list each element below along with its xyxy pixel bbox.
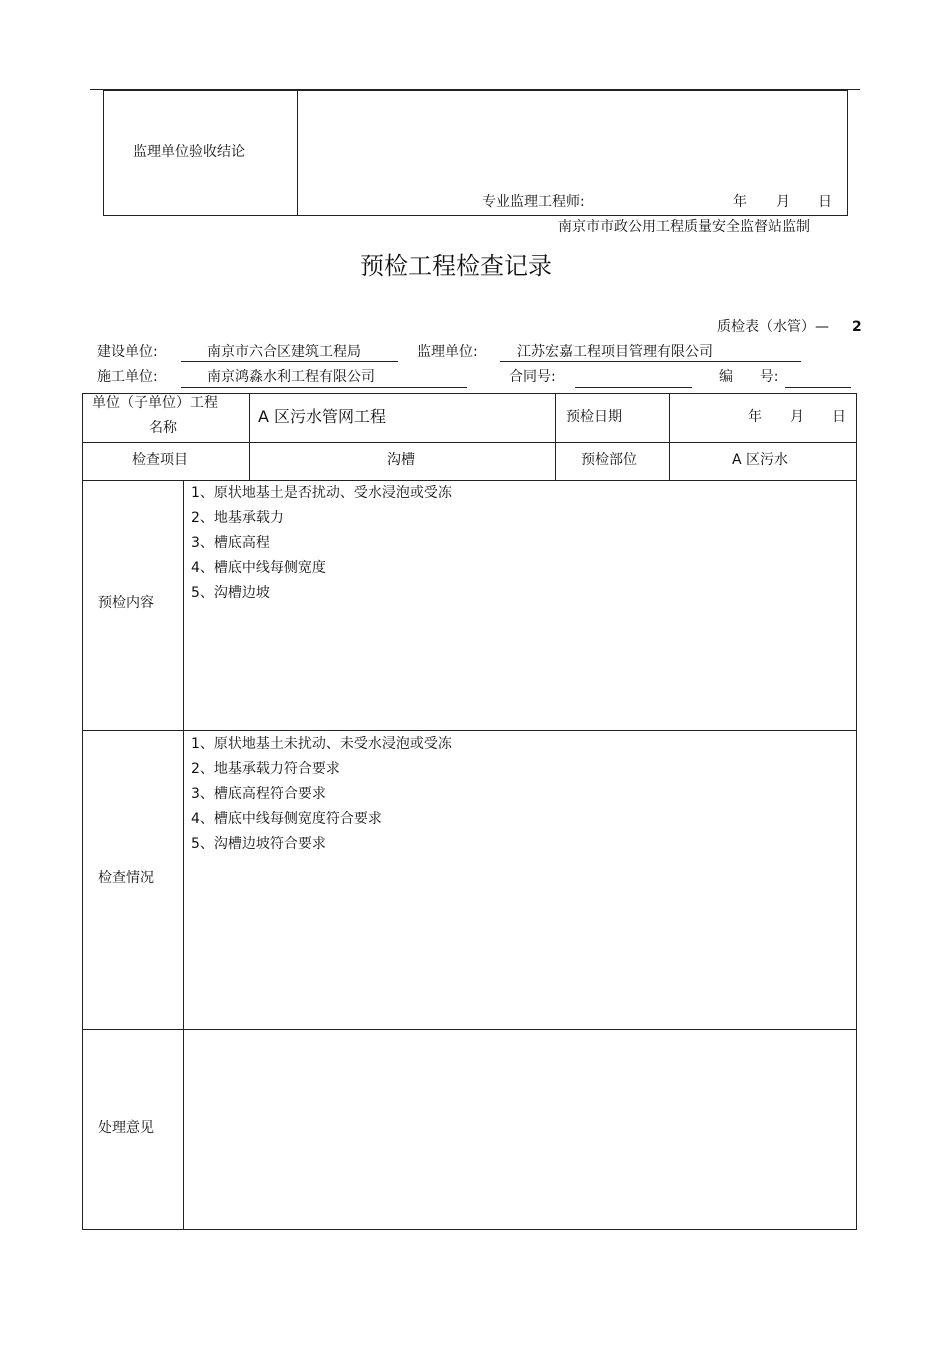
precheck-date-label: 预检日期 [566,409,622,425]
serial-underline [785,387,851,388]
precheck-date-day: 日 [832,409,846,425]
status-item: 3、槽底高程符合要求 [191,786,326,802]
supervision-unit-underline [500,361,801,362]
check-item-label: 检查项目 [132,452,188,468]
contract-underline [575,387,692,388]
table-col-divider-b [555,393,556,480]
table-col-divider-c [669,393,670,480]
builder-underline [181,387,467,388]
content-item: 5、沟槽边坡 [191,585,270,601]
construction-unit-underline [181,361,398,362]
precheck-date-year: 年 [748,409,762,425]
unit-name-value: A 区污水管网工程 [258,407,387,426]
serial-label: 编 号: [719,369,779,385]
content-item: 1、原状地基土是否扰动、受水浸泡或受冻 [191,485,452,501]
supervisor-note: 南京市市政公用工程质量安全监督站监制 [558,219,810,235]
check-item-value: 沟槽 [387,452,415,468]
content-label: 预检内容 [98,595,154,611]
builder-label: 施工单位: [97,369,158,385]
table-col-divider-a [249,393,250,480]
status-item: 1、原状地基土未扰动、未受水浸泡或受冻 [191,736,452,752]
content-item: 2、地基承载力 [191,510,284,526]
precheck-part-value: A 区污水 [732,452,789,468]
engineer-date-day: 日 [818,194,832,210]
engineer-label: 专业监理工程师: [482,194,585,210]
content-list [191,481,452,606]
status-item: 4、槽底中线每侧宽度符合要求 [191,811,382,827]
precheck-date-month: 月 [790,409,804,425]
conclusion-label: 监理单位验收结论 [133,144,245,160]
precheck-part-label: 预检部位 [581,452,637,468]
unit-name-label-line2: 名称 [149,420,177,436]
form-code-label: 质检表（水管）— [717,319,829,335]
content-item: 4、槽底中线每侧宽度 [191,560,326,576]
unit-name-label-line1: 单位（子单位）工程 [92,395,218,411]
contract-label: 合同号: [509,369,556,385]
status-item: 2、地基承载力符合要求 [191,761,340,777]
table-row-divider-4 [82,1029,857,1030]
table-row-divider-3 [82,730,857,731]
form-code-number: 2 [852,319,862,335]
construction-unit-label: 建设单位: [97,344,158,360]
engineer-date-month: 月 [776,194,790,210]
status-item: 5、沟槽边坡符合要求 [191,836,326,852]
conclusion-divider [297,90,298,216]
table-row-divider-1 [82,442,857,443]
page-title: 预检工程检查记录 [360,252,552,280]
opinion-label: 处理意见 [98,1120,154,1136]
supervision-unit-label: 监理单位: [417,344,478,360]
table-col-divider-left [183,480,184,1230]
builder-value: 南京鸿淼水利工程有限公司 [207,369,375,385]
status-list [191,732,452,857]
status-label: 检查情况 [98,870,154,886]
engineer-date-year: 年 [733,194,747,210]
supervision-unit-value: 江苏宏嘉工程项目管理有限公司 [517,344,713,360]
content-item: 3、槽底高程 [191,535,270,551]
construction-unit-value: 南京市六合区建筑工程局 [207,344,361,360]
